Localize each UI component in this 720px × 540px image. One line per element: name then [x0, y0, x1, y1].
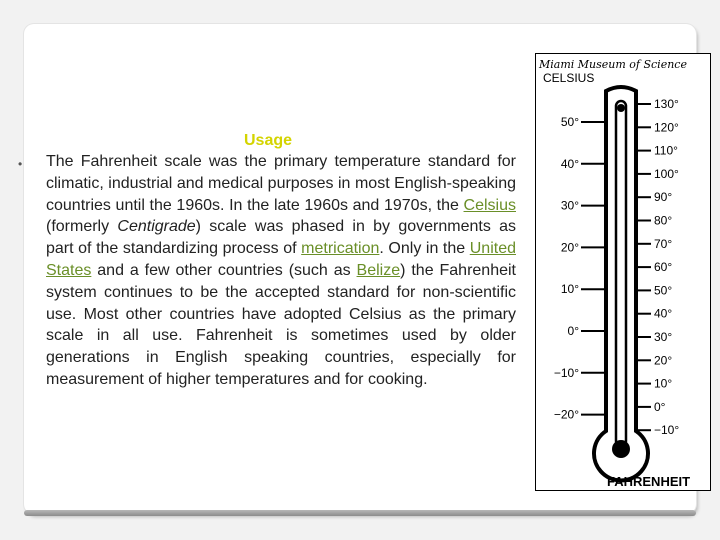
united-states-link[interactable]: United States: [46, 240, 516, 279]
celsius-tick-label: 0°: [567, 324, 579, 338]
usage-paragraph: [46, 151, 516, 391]
celsius-tick-label: 20°: [560, 240, 579, 255]
celsius-tick-label: 30°: [560, 198, 579, 213]
celsius-link[interactable]: Celsius: [463, 196, 516, 214]
paragraph-text: and a few other countries (such as: [91, 261, 357, 279]
fahrenheit-label: FAHRENHEIT: [607, 474, 691, 489]
fahrenheit-tick-label: −10°: [654, 423, 680, 438]
thermometer-channel: [616, 101, 626, 446]
bullet-marker: •: [18, 157, 23, 171]
fahrenheit-tick-label: 50°: [654, 283, 673, 298]
celsius-tick-label: −10°: [553, 365, 579, 380]
section-heading: Usage: [244, 132, 293, 149]
fahrenheit-tick-label: 0°: [654, 399, 666, 414]
fahrenheit-tick-label: 30°: [654, 330, 673, 344]
fahrenheit-tick-label: 40°: [654, 306, 673, 321]
thermometer-bulb: [612, 440, 630, 458]
paragraph-text: The Fahrenheit scale was the primary temperature standard for climatic, industrial and medical purposes in most English-speaking countries until the 1960s. In the late 1960s and 1970s, the: [46, 153, 516, 214]
thermometer-graphic: [535, 53, 711, 491]
paragraph-text: ) the Fahrenheit system continues to be the accepted standard for non-scientific use. Most other countries have adopted Celsius as the primary scale in all use. Fahrenheit is sometimes used by older generations in English speaking countries, especially for measurement of higher temperatures and for cooking.: [46, 261, 517, 388]
museum-caption: Miami Museum of Science: [539, 58, 687, 71]
paragraph-text: (formerly: [46, 218, 118, 236]
fahrenheit-tick-label: 20°: [654, 353, 673, 368]
fahrenheit-tick-label: 90°: [654, 190, 673, 205]
celsius-tick-label: −20°: [553, 407, 579, 422]
fahrenheit-tick-label: 100°: [654, 166, 679, 181]
celsius-tick-label: 10°: [560, 282, 579, 297]
paragraph-text: ) scale was phased in by governments as part of the standardizing process of: [46, 218, 516, 258]
fahrenheit-tick-label: 120°: [654, 120, 679, 135]
celsius-tick-label: 40°: [560, 156, 579, 171]
fahrenheit-tick-label: 80°: [654, 213, 673, 228]
fahrenheit-tick-label: 130°: [654, 97, 679, 111]
fahrenheit-tick-label: 70°: [654, 236, 673, 251]
metrication-link[interactable]: metrication: [301, 240, 380, 258]
thermometer-image: [535, 53, 711, 491]
paragraph-text: . Only in the: [379, 240, 470, 258]
fahrenheit-tick-label: 60°: [654, 260, 673, 275]
celsius-tick-label: 50°: [560, 115, 579, 129]
centigrade-term: Centigrade: [117, 218, 196, 236]
channel-top-dot: [617, 104, 625, 112]
slide-bottom-bar: [24, 510, 696, 516]
celsius-label: CELSIUS: [543, 71, 595, 85]
fahrenheit-tick-label: 110°: [654, 143, 678, 158]
fahrenheit-tick-label: 10°: [654, 376, 673, 391]
belize-link[interactable]: Belize: [356, 261, 401, 279]
